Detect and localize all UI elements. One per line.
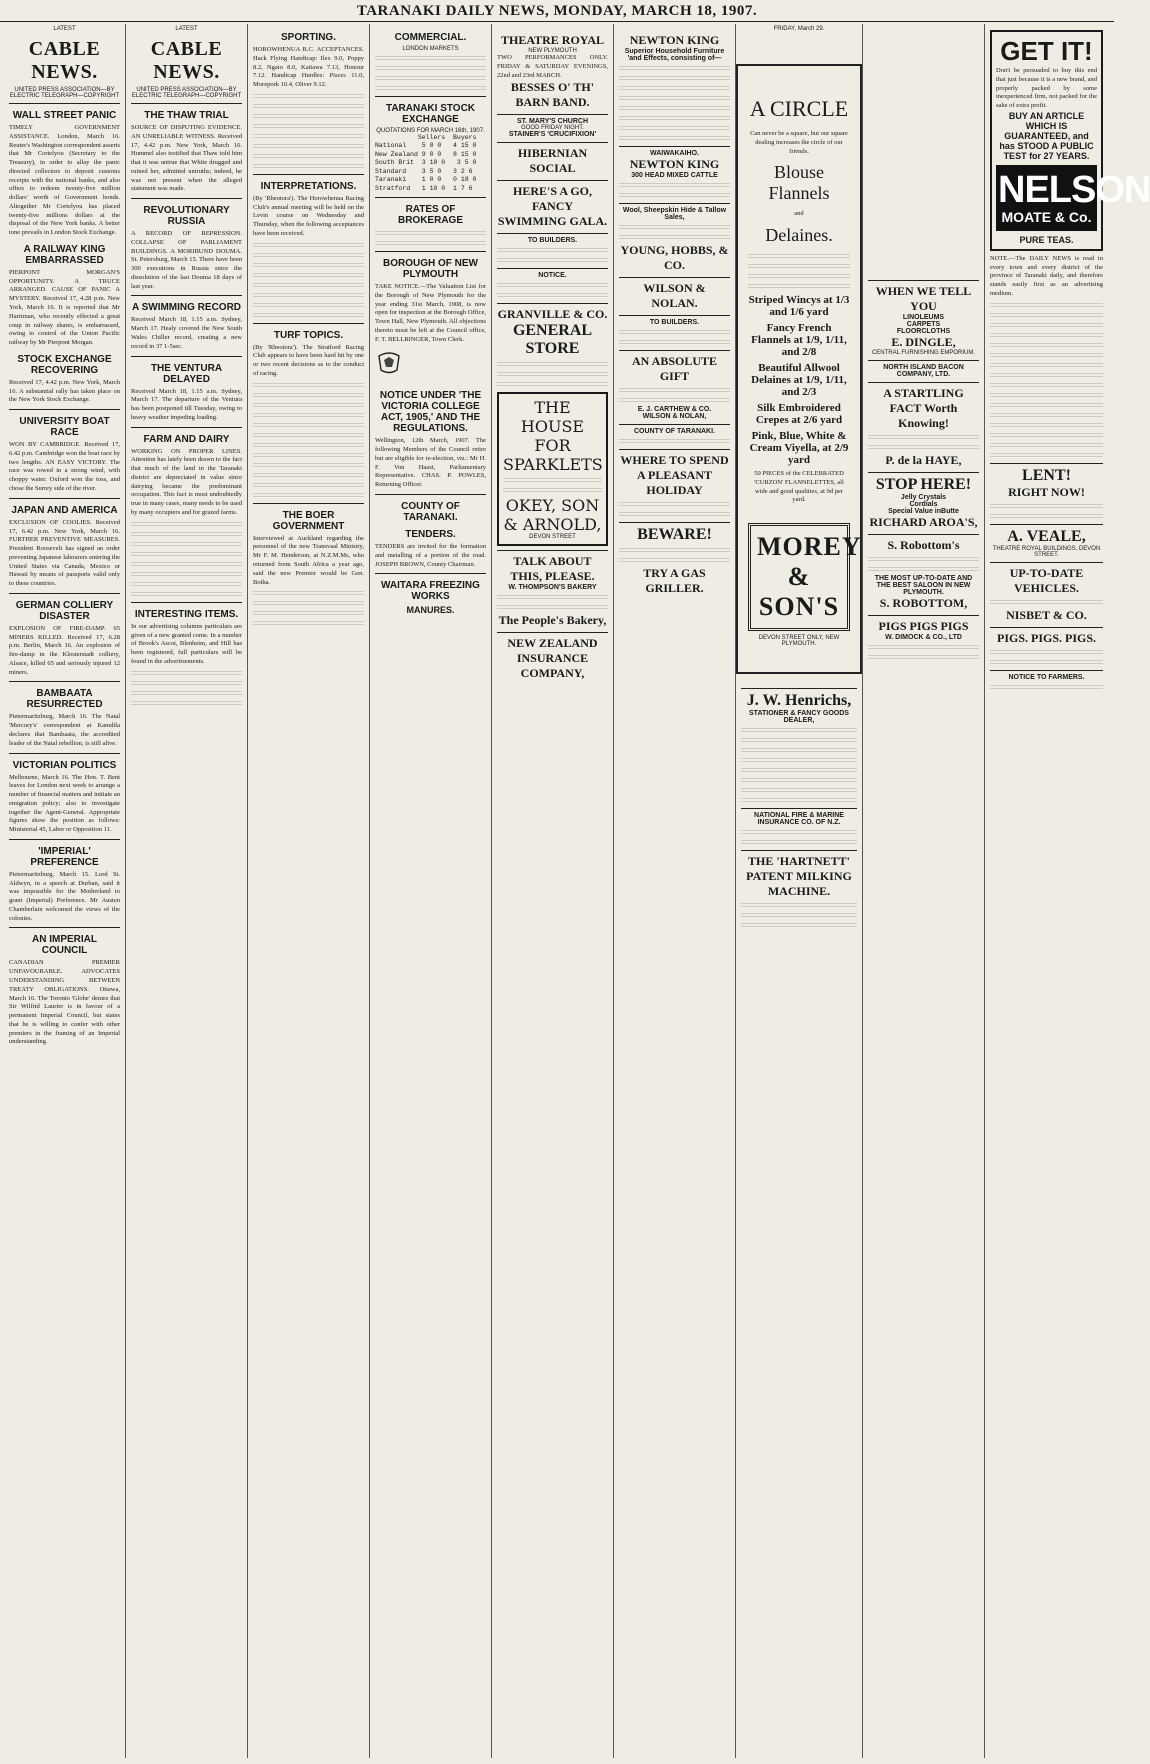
morey-box [748, 523, 862, 631]
saloon-text: THE MOST UP-TO-DATE AND THE BEST SALOON IN NEW PLYMOUTH. [874, 575, 973, 596]
quotations-date: QUOTATIONS FOR MARCH 16th, 1907. [376, 128, 485, 134]
section-text: In our advertising columns particulars are given of a new granted come. In a number of Brook's Ascot, Blenheim, and Hill has been registered, full particulars will be found in the advertisements. [131, 622, 242, 665]
pigs-heading: PIGS PIGS PIGS [878, 619, 969, 633]
when-we-ad [868, 280, 979, 356]
thompson-bakery: W. THOMPSON'S BAKERY [508, 584, 597, 592]
vehicles-heading: UP-TO-DATE VEHICLES. [1009, 565, 1084, 595]
section-heading: INTERPRETATIONS. [260, 180, 357, 192]
wilson-nolan-ad [619, 277, 730, 311]
rates-heading: RATES OF BROKERAGE [397, 204, 463, 227]
jelly-crystals: Jelly Crystals [900, 494, 947, 501]
section-heading: JAPAN AND AMERICA [11, 504, 118, 516]
bacon-heading: NORTH ISLAND BACON COMPANY, LTD. [883, 364, 964, 378]
nelson-name: NELSON [998, 168, 1150, 211]
section-heading: VICTORIAN POLITICS [12, 759, 117, 771]
pigs-ad-2 [990, 627, 1103, 666]
section-text: CANADIAN PREMIER UNFAVOURABLE. ADVOCATES UNDERSTANDING BETWEEN TREATY OBLIGATIONS. Ottawa, March 16. The Toronto 'Globe' denies that Sir Wilfrid Laurier is in favour of a permanent Imperial Council, but states that he is willing to confer with other premiers in the framing of an Imperial understanding. [9, 959, 120, 1046]
hartnett-heading: THE 'HARTNETT' PATENT MILKING MACHINE. [746, 854, 852, 898]
section-heading: TURF TOPICS. [273, 329, 344, 341]
section-text: A RECORD OF REPRESSION. COLLAPSE OF PARLIAMENT BUILDINGS. A MORIBUND DOUMA. St. Petersburg, March 15. There have been 300 executions in Russia since the dissolution of the last Douma 18 days of last year. [131, 230, 242, 290]
insurance-ad [497, 632, 608, 681]
beware-ad [619, 522, 730, 596]
bakery-ad [497, 550, 608, 628]
peoples-bakery: The People's Bakery, [498, 613, 607, 628]
waiwakaiho-heading: WAIWAKAIHO. [650, 150, 699, 157]
wilson-nolan-2: WILSON & NOLAN, [642, 413, 707, 420]
theatre-title: THEATRE ROYAL [500, 33, 605, 47]
st-marys-sub: GOOD FRIDAY NIGHT. [521, 125, 584, 132]
farmers-heading: NOTICE TO FARMERS. [1008, 673, 1085, 681]
col2-credit: UNITED PRESS ASSOCIATION—BY ELECTRIC TELEGRAPH—COPYRIGHT [131, 87, 242, 99]
waiwakaiho-ad [619, 146, 730, 199]
richard-aroa: RICHARD AROA'S, [869, 515, 978, 529]
get-it-heading: GET IT! [1000, 36, 1093, 66]
st-marys-heading: ST. MARY'S CHURCH [516, 118, 589, 126]
stock-row: Taranaki 1 0 0 0 18 0 [375, 176, 477, 184]
section-text: TIMELY GOVERNMENT ASSISTANCE. London, March 16. Reuter's Washington correspondent asserts that Mr Cortelyou (Secretary to the Treasury), in order to allay the panic directed collectors to deposit customs receipts with the national banks, and also offers to redeem twenty-five million dollars' worth of Government bonds. Altogether Mr Cortelyou has placed twenty-five millions dollars at the disposal of the New York banks. A better tone prevails in London Stock Exchange. [9, 124, 120, 237]
henrichs-name: J. W. Henrichs, [746, 692, 852, 709]
ad-notes: NOTE.—The DAILY NEWS is read in every town and every district of the province of Taranaki daily, and therefore stands easily first as an advertising medium. [990, 254, 1103, 297]
column-9 [985, 24, 1150, 1758]
get-it-ad [990, 30, 1150, 251]
builders-ad-2 [619, 315, 730, 346]
lent-ad [990, 463, 1103, 520]
section-heading: INTERESTING ITEMS. [134, 608, 239, 620]
morey-name: MOREY & SON'S [757, 532, 862, 622]
beautiful-delaines: Beautiful Allwool Delaines at 1/9, 1/11, and 2/3 [751, 362, 847, 399]
fancy-swimming-gala: FANCY SWIMMING GALA. [497, 199, 608, 229]
pigs-ad [868, 615, 979, 661]
and-text: and [794, 210, 804, 218]
vehicles-ad [990, 562, 1103, 623]
col1-sections [9, 110, 120, 1047]
section-text: Pietermaritzburg, March 16. The Natal 'Mercury's' correspondent at Kamdila declares that Bambaata, the accredited leader of the Natal rebellion, is still alive. [9, 713, 120, 747]
stock-row: New Zealand 9 0 0 8 15 0 [375, 150, 477, 158]
section-text: WORKING ON PROPER LINES. Attention has lately been drawn to the fact that much of the land in the Taranaki district are depreciated in value since dairying became the predominant occupation. This fact is most undoubtedly true in many cases, many needs to be used by many occupiers and for grazed farms. [131, 447, 242, 516]
newton-king-sub: Superior Household Furniture 'and Effects, consisting of— [624, 48, 725, 62]
section-text: (By 'Rheotora'). The Horowhenua Racing Club's annual meeting will be held on the Levin course on Wednesday and Thursday, when the following acceptances have been received. [253, 194, 364, 237]
section-heading: BAMBAATA RESURRECTED [26, 688, 103, 711]
hibernian-heading: HIBERNIAN SOCIAL [517, 146, 588, 176]
when-we-heading: WHEN WE TELL YOU [875, 284, 972, 313]
dingle-sub: CENTRAL FURNISHING EMPORIUM. [871, 350, 976, 356]
section-heading: GERMAN COLLIERY DISASTER [15, 599, 114, 622]
veale-name: A. VEALE, [1007, 527, 1086, 545]
col1-kicker: LATEST [53, 26, 76, 32]
st-marys-ad [497, 114, 608, 138]
sparklets-ad [497, 392, 608, 546]
phaye-name: P. de la HAYE, [885, 453, 962, 467]
linoleums: LINOLEUMS [902, 314, 945, 321]
nelson-logo [996, 165, 1150, 231]
coat-of-arms-icon [375, 348, 403, 376]
dimock-name: W. DIMOCK & CO., LTD [885, 634, 962, 641]
stock-table [375, 134, 486, 193]
tenders-text: TENDERS are invited for the formation and metalling of a portion of the road. JOSEPH BROWN, County Chairman. [375, 543, 486, 568]
granville-name: GRANVILLE & CO. [497, 307, 608, 322]
section-heading: STOCK EXCHANGE RECOVERING [17, 353, 112, 376]
manures-label: MANURES. [406, 605, 455, 616]
fancy-french: Fancy French Flannels at 1/9, 1/11, and 2/8 [751, 322, 847, 359]
circle-text: Can never be a square, but our square dealing increases the circle of our friends. [750, 130, 848, 155]
section-heading: WALL STREET PANIC [12, 110, 117, 121]
column-7 [736, 24, 862, 1758]
col1-title: CABLE NEWS. [28, 38, 101, 83]
pigs-heading-2: PIGS. PIGS. PIGS. [996, 630, 1097, 645]
section-heading: 'IMPERIAL' PREFERENCE [30, 845, 99, 868]
mutual-heading: NATIONAL FIRE & MARINE INSURANCE CO. OF N.Z. [754, 812, 844, 826]
tenders-heading: TENDERS. [405, 529, 456, 541]
circle-heading: A CIRCLE [749, 96, 849, 121]
delaines: Delaines. [765, 225, 833, 246]
col1-credit: UNITED PRESS ASSOCIATION—BY ELECTRIC TELEGRAPH—COPYRIGHT [9, 87, 120, 99]
section-heading: REVOLUTIONARY RUSSIA [143, 205, 230, 228]
stainer-crucifixion: STAINER'S 'CRUCIFIXION' [508, 131, 597, 139]
pieces-text: 50 PIECES of the CELEBRATED 'CURZON' FLANNELETTES, all wide and good qualities, at 9d per yard. [754, 470, 844, 504]
holiday-ad [619, 449, 730, 518]
swimming-ad [497, 180, 608, 229]
theatre-ad [497, 30, 608, 110]
nzic-heading: NEW ZEALAND INSURANCE COMPANY, [507, 636, 598, 681]
column-2 [126, 24, 248, 1758]
blouse-flannels: Blouse Flannels [768, 162, 830, 204]
section-heading: AN IMPERIAL COUNCIL [32, 934, 97, 957]
farmers-ad [990, 670, 1103, 691]
builders-heading: TO BUILDERS. [527, 237, 578, 245]
granville-ad [497, 303, 608, 388]
henrichs-sub: STATIONER & FANCY GOODS DEALER, [749, 710, 849, 724]
commercial-heading: COMMERCIAL. [394, 32, 467, 43]
striped-wincys: Striped Wincys at 1/3 and 1/6 yard [748, 294, 850, 319]
waitara-heading: WAITARA FREEZING WORKS [381, 580, 480, 603]
county-heading-2: COUNTY OF TARANAKI. [633, 428, 716, 435]
pink-viyella: Pink, Blue, White & Cream Viyella, at 2/9 yard [749, 430, 849, 467]
sheepskin-heading: Wool, Sheepskin Hide & Tallow Sales, [622, 207, 727, 221]
col2-title: CABLE NEWS. [150, 38, 223, 83]
section-text: WON BY CAMBRIDGE. Received 17, 6.42 p.m. Cambridge won the boat race by two lengths. AN EASY VICTORY. The race was rowed in a strong wind, with choppy water. Oxford won the toss, and chose the Surrey side of the river. [9, 441, 120, 492]
robottom-ad [868, 534, 979, 611]
masthead: TARANAKI DAILY NEWS, MONDAY, MARCH 18, 1907. [0, 0, 1114, 22]
veale-sub: THEATRE ROYAL BUILDINGS, DEVON STREET. [992, 545, 1101, 558]
section-heading: SPORTING. [280, 32, 336, 43]
section-heading: FARM AND DAIRY [143, 433, 230, 445]
column-4 [370, 24, 492, 1758]
newton-king-name-2: NEWTON KING [629, 157, 720, 171]
sparklets-heading: THE HOUSE FOR SPARKLETS [503, 398, 603, 475]
henrichs-ad [741, 688, 857, 804]
stock-exchange-heading: TARANAKI STOCK EXCHANGE [385, 103, 476, 125]
section-text: Received March 18, 1.15 a.m. Sydney, March 17. The departure of the Ventura has been postponed till Tuesday, owing to heavy weather impeding loading. [131, 387, 242, 421]
gas-griller: TRY A GAS GRILLER. [643, 566, 706, 595]
robottom-name: S. ROBOTTOM, [879, 596, 968, 610]
morey-sub: DEVON STREET ONLY, NEW PLYMOUTH. [758, 635, 840, 648]
friday-label: FRIDAY, March 29. [773, 26, 825, 32]
builders-ad [497, 233, 608, 264]
theatre-sub: NEW PLYMOUTH [528, 48, 577, 54]
dingle-name: E. DINGLE, [891, 335, 956, 349]
pure-teas: PURE TEAS. [1019, 234, 1074, 245]
col2-kicker: LATEST [175, 26, 198, 32]
section-text: EXCLUSION OF COOLIES. Received 17, 6.42 p.m. New York, March 16. FURTHER PREVENTIVE MEASURES. President Roosevelt has signed an order preventing Japanese labourers entering the United States via Canada, Mexico or Hawaii by means of passports valid only to these countries. [9, 518, 120, 588]
wilson-nolan: WILSON & NOLAN. [643, 281, 706, 310]
bacon-ad [868, 360, 979, 378]
section-text: Received March 18, 1.15 a.m. Sydney, March 17. Healy covered the New South Wales Chiller record, creating a new record in 37 1-5sec. [131, 316, 242, 350]
notice-heading: NOTICE UNDER 'THE VICTORIA COLLEGE ACT, 1905,' AND THE REGULATIONS. [379, 390, 482, 435]
section-text: Pietermaritzburg, March 15. Lord St. Aldwyn, in a speech at Durban, said it was impossible for the Motherland to grant (Imperial) Preference. Mr Austen Chamberlain welcomed the views of the colonies. [9, 870, 120, 922]
heres-a-go: HERE'S A GO, [512, 184, 593, 199]
column-3 [248, 24, 370, 1758]
nelson-sub: MOATE & Co. [1001, 208, 1092, 225]
stop-here-heading: STOP HERE! [875, 476, 972, 493]
circle-ad [736, 64, 862, 674]
section-heading: THE VENTURA DELAYED [150, 362, 223, 385]
get-it-text: Don't be persuaded to buy this end that just because it is a new brand, and properly packed by some inexperienced firm, not packed for the sake of extra profit. [996, 67, 1097, 110]
section-text: Melbourne, March 16. The Hon. T. Bent leaves for London next week to arrange a number of financial matters and initiate an emigration policy; also to investigate together the Agent-General. Appropriate figures show the position as follows: Ministerial 45, Labor or Opposition 11. [9, 773, 120, 834]
section-text: SOURCE OF DISPUTING EVIDENCE. AN UNRELIABLE WITNESS. Received 17, 4.42 p.m. New York, March 16. Hummel also testified that Thaw told him that it was untrue that White drugged and ruined her, admitted untruths; indeed, he was not present when the alleged statement was made. [131, 124, 242, 193]
borough-text: TAKE NOTICE.—The Valuation List for the Borough of New Plymouth for the year ending 31st March, 1908, is now open for inspection at the Borough Office, Town Hall, New Plymouth. All objections thereto must be left at the Council office, F. T. BELLRINGER, Town Clerk. [375, 283, 486, 343]
column-8 [862, 24, 985, 1758]
notice-text: Wellington, 12th March, 1907. The following Members of the Council retire but are eligible for re-election, viz.: Mr H. F. Von Haast, Parliamentary Representative. CHAS. P. POWLES, Returning Officer. [375, 437, 486, 489]
nisbet-name: NISBET & CO. [1006, 607, 1087, 622]
notice-heading: NOTICE. [538, 272, 567, 280]
section-heading: THE THAW TRIAL [144, 110, 229, 121]
special-value: Special Value inButte [888, 508, 959, 515]
section-text: Received 17, 4.42 p.m. New York, March 16. A substantial rally has taken place on the New York Stock Exchange. [9, 378, 120, 404]
right-now: RIGHT NOW! [1008, 484, 1085, 499]
hartnett-ad [741, 850, 857, 929]
builders-heading-2: TO BUILDERS. [649, 319, 700, 326]
stock-row: Sellers Buyers [375, 134, 477, 141]
startling-heading: A STARTLING FACT Worth Knowing! [883, 386, 964, 430]
talk-heading: TALK ABOUT THIS, PLEASE. [510, 554, 595, 584]
section-text: EXPLOSION OF FIRE-DAMP. 65 MINERS KILLED. Received 17, 6.28 p.m. Berlin, March 16. An explosion of fire-damp in the Klosterstadt colliery, Alsace, killed 65 and seriously injured 12 miners. [9, 624, 120, 676]
mixed-cattle: 300 HEAD MIXED CATTLE [631, 172, 718, 179]
stock-row: National 5 0 0 4 15 0 [375, 142, 477, 150]
section-heading: A RAILWAY KING EMBARRASSED [23, 243, 106, 266]
lent-heading: LENT! [1022, 466, 1071, 484]
robottom-heading: S. Robottom's [887, 538, 960, 552]
section-heading: THE BOER GOVERNMENT [272, 509, 345, 532]
holiday-heading: WHERE TO SPEND A PLEASANT HOLIDAY [620, 453, 729, 497]
hibernian-ad [497, 142, 608, 176]
cordials: Cordials [909, 501, 938, 508]
theatre-text: TWO PERFORMANCES ONLY. FRIDAY & SATURDAY EVENINGS, 22nd and 23rd MARCH. [497, 54, 608, 79]
silk-crepes: Silk Embroidered Crepes at 2/6 yard [755, 402, 843, 427]
general-store: GENERAL STORE [512, 322, 593, 358]
young-hobbs: YOUNG, HOBBS, & CO. [620, 243, 729, 272]
veale-ad [990, 524, 1103, 558]
section-text: (By 'Rheotora'). The Stratford Racing Club appears to have been hard hit by one or two recent decisions as to the conduct of racing. [253, 343, 364, 377]
section-heading: UNIVERSITY BOAT RACE [19, 416, 110, 439]
startling-ad [868, 382, 979, 468]
carthew: E. J. CARTHEW & CO. [637, 406, 712, 413]
section-text: Interviewed at Auckland regarding the personnel of the new Transvaal Ministry, Mr F. M. Henderson, at N.Z.M.Ms, who returned from South Africa a year ago, said the new Premier would be Gen. Botha. [253, 534, 364, 586]
column-1 [4, 24, 126, 1758]
carpets: CARPETS [906, 321, 941, 328]
sheepskin-ad [619, 203, 730, 273]
stock-row: Standard 3 5 0 3 2 6 [375, 167, 473, 175]
buy-article: BUY AN ARTICLE WHICH IS GUARANTEED, and has STOOD A PUBLIC TEST for 27 YEARS. [999, 110, 1094, 161]
column-6 [614, 24, 736, 1758]
london-markets: LONDON MARKETS [402, 46, 459, 52]
county-heading: COUNTY OF TARANAKI. [401, 501, 460, 524]
absolute-gift: AN ABSOLUTE GIFT [631, 354, 718, 383]
floorcloths: FLOORCLOTHS [896, 328, 951, 335]
absolute-gift-ad [619, 350, 730, 420]
mutual-ad [741, 808, 857, 846]
borough-heading: BOROUGH OF NEW PLYMOUTH [383, 258, 478, 281]
okey-sub: DEVON STREET [529, 534, 576, 541]
okey-name: OKEY, SON & ARNOLD, [503, 496, 602, 535]
county-ad [619, 424, 730, 445]
newton-king-ad [619, 30, 730, 142]
section-text: PIERPONT MORGAN'S OPPORTUNITY. A TRUCE ARRANGED. CAUSE OF PANIC A MYSTERY. Received 17, 4.28 p.m. New York, March 16. It is reported that Mr Harriman, who recently effected a great coup in railway shares, is embarrassed, owing to control of the Union Pacific railway by Mr Pierpont Morgan. [9, 268, 120, 347]
column-5 [492, 24, 614, 1758]
newspaper-page [4, 24, 1150, 1758]
stop-here-ad [868, 472, 979, 530]
notice-ad [497, 268, 608, 299]
section-heading: A SWIMMING RECORD [131, 302, 242, 314]
stock-row: Stratford 1 10 0 1 7 6 [375, 184, 473, 192]
newton-king-name: NEWTON KING [629, 33, 720, 47]
section-text: HOROWHENUA R.C. ACCEPTANCES. Hack Flying Handicap: Ilex 9.0, Poppy 8.2, Ngaio 8.0, Kaitawa 7.13, Honour 7.12. Handicap Hurdles: Pisces 11.0, Morepork 10.4, Oliver 9.12. [253, 46, 364, 89]
beware-heading: BEWARE! [637, 526, 712, 543]
besses-band: BESSES O' TH' BARN BAND. [510, 80, 595, 110]
stock-row: South Brit 3 10 0 3 5 0 [375, 159, 477, 167]
